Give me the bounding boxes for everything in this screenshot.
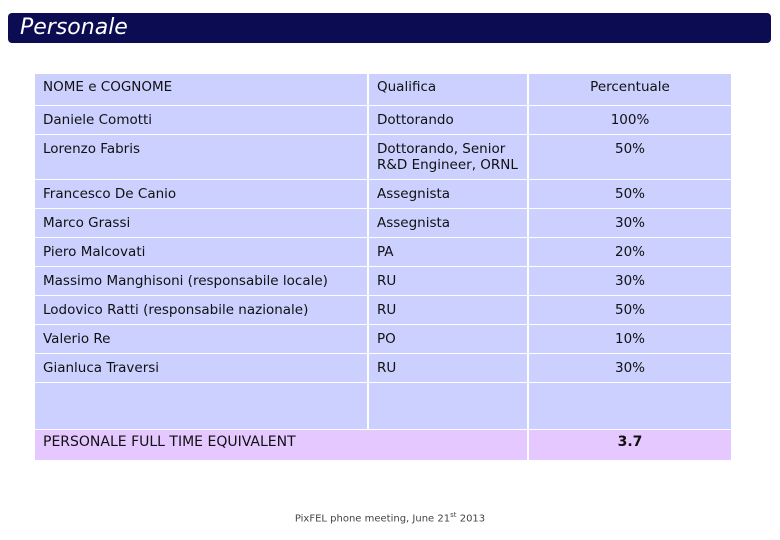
- header-role: Qualifica: [368, 74, 528, 106]
- footer-sup: st: [450, 511, 457, 519]
- fte-row: [35, 430, 731, 461]
- fte-value: 3.7: [528, 430, 731, 461]
- cell-name: Piero Malcovati: [35, 238, 368, 267]
- cell-percent: 30%: [528, 267, 731, 296]
- cell-percent: 50%: [528, 180, 731, 209]
- empty-cell: [35, 383, 368, 430]
- cell-percent: 50%: [528, 135, 731, 180]
- footer-text: PixFEL phone meeting, June 21: [294, 513, 451, 525]
- table-row: [35, 238, 731, 267]
- cell-role: Assegnista: [368, 209, 528, 238]
- empty-cell: [368, 383, 528, 430]
- cell-percent: 30%: [528, 209, 731, 238]
- table-row: [35, 106, 731, 135]
- cell-name: Lorenzo Fabris: [35, 135, 368, 180]
- staff-table: [35, 74, 731, 461]
- title-bar: [8, 13, 771, 43]
- page-title: Personale: [20, 15, 128, 40]
- cell-name: Francesco De Canio: [35, 180, 368, 209]
- table-row: [35, 296, 731, 325]
- footer: [0, 511, 780, 524]
- cell-role: Dottorando: [368, 106, 528, 135]
- cell-role: RU: [368, 296, 528, 325]
- cell-name: Daniele Comotti: [35, 106, 368, 135]
- cell-role: Dottorando, Senior R&D Engineer, ORNL: [368, 135, 528, 180]
- cell-percent: 30%: [528, 354, 731, 383]
- header-name: NOME e COGNOME: [35, 74, 368, 106]
- cell-percent: 100%: [528, 106, 731, 135]
- cell-role: RU: [368, 354, 528, 383]
- cell-role: Assegnista: [368, 180, 528, 209]
- empty-cell: [528, 383, 731, 430]
- table-row: [35, 135, 731, 180]
- table-row: [35, 180, 731, 209]
- cell-percent: 50%: [528, 296, 731, 325]
- cell-role: PA: [368, 238, 528, 267]
- table-row: [35, 325, 731, 354]
- cell-percent: 20%: [528, 238, 731, 267]
- cell-name: Massimo Manghisoni (responsabile locale): [35, 267, 368, 296]
- cell-name: Gianluca Traversi: [35, 354, 368, 383]
- header-percent: Percentuale: [528, 74, 731, 106]
- table-row: [35, 209, 731, 238]
- fte-label: PERSONALE FULL TIME EQUIVALENT: [35, 430, 528, 461]
- cell-role: RU: [368, 267, 528, 296]
- footer-year: 2013: [459, 513, 486, 525]
- cell-percent: 10%: [528, 325, 731, 354]
- cell-name: Marco Grassi: [35, 209, 368, 238]
- cell-name: Valerio Re: [35, 325, 368, 354]
- table-header-row: [35, 74, 731, 106]
- cell-name: Lodovico Ratti (responsabile nazionale): [35, 296, 368, 325]
- table-row: [35, 267, 731, 296]
- table-row: [35, 354, 731, 383]
- cell-role: PO: [368, 325, 528, 354]
- empty-row: [35, 383, 731, 430]
